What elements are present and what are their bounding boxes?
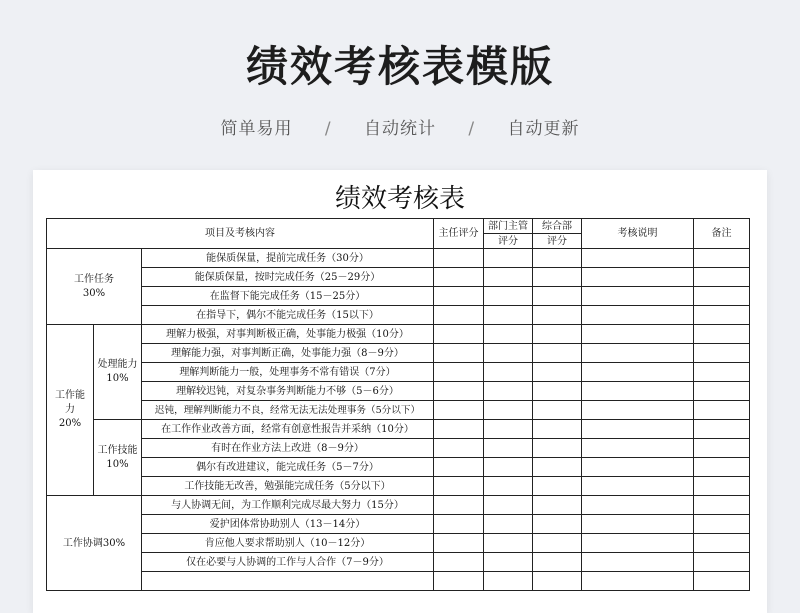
score-cell[interactable] xyxy=(434,420,484,439)
score-cell[interactable] xyxy=(484,306,533,325)
col-header-dept-head: 部门主管 xyxy=(484,219,533,234)
score-cell[interactable] xyxy=(434,496,484,515)
criterion-cell: 能保质保量，提前完成任务（30分） xyxy=(142,249,434,268)
explain-cell[interactable] xyxy=(582,287,694,306)
criterion-cell: 肯应他人要求帮助别人（10－12分） xyxy=(142,534,434,553)
table-row xyxy=(47,401,750,420)
table-row xyxy=(47,496,750,515)
score-cell[interactable] xyxy=(533,249,582,268)
score-cell[interactable] xyxy=(434,439,484,458)
explain-cell[interactable] xyxy=(582,496,694,515)
remark-cell[interactable] xyxy=(694,515,750,534)
explain-cell[interactable] xyxy=(582,477,694,496)
explain-cell[interactable] xyxy=(582,382,694,401)
table-row xyxy=(47,572,750,591)
score-cell[interactable] xyxy=(484,325,533,344)
score-cell[interactable] xyxy=(533,515,582,534)
table-row xyxy=(47,325,750,344)
remark-cell[interactable] xyxy=(694,382,750,401)
remark-cell[interactable] xyxy=(694,325,750,344)
score-cell[interactable] xyxy=(484,572,533,591)
score-cell[interactable] xyxy=(533,344,582,363)
explain-cell[interactable] xyxy=(582,325,694,344)
subgroup-label: 处理能力 xyxy=(97,359,138,370)
tag-easy: 简单易用 xyxy=(220,119,293,139)
group-label: 工作能力 xyxy=(55,390,85,415)
remark-cell[interactable] xyxy=(694,477,750,496)
group-label: 工作任务 xyxy=(74,273,114,285)
score-cell[interactable] xyxy=(533,553,582,572)
criterion-cell: 迟钝，理解判断能力不良，经常无法无法处理事务（5分以下） xyxy=(142,401,434,420)
spreadsheet-preview xyxy=(33,170,767,613)
score-cell[interactable] xyxy=(434,249,484,268)
score-cell[interactable] xyxy=(484,268,533,287)
col-header-self-score: 主任评分 xyxy=(434,219,484,249)
score-cell[interactable] xyxy=(434,534,484,553)
group-weight: 20% xyxy=(58,418,82,429)
remark-cell[interactable] xyxy=(694,344,750,363)
remark-cell[interactable] xyxy=(694,401,750,420)
criterion-cell: 在指导下，偶尔不能完成任务（15以下） xyxy=(142,306,434,325)
remark-cell[interactable] xyxy=(694,268,750,287)
tag-auto-update: 自动更新 xyxy=(507,119,580,139)
criterion-cell: 有时在作业方法上改进（8－9分） xyxy=(142,439,434,458)
group-coordination: 工作协调30% xyxy=(47,496,142,591)
remark-cell[interactable] xyxy=(694,249,750,268)
group-weight: 30% xyxy=(82,287,106,299)
score-cell[interactable] xyxy=(484,363,533,382)
criterion-cell: 理解较迟钝，对复杂事务判断能力不够（5－6分） xyxy=(142,382,434,401)
explain-cell[interactable] xyxy=(582,249,694,268)
explain-cell[interactable] xyxy=(582,553,694,572)
col-header-score: 评分 xyxy=(533,234,582,249)
criterion-cell: 仅在必要与人协调的工作与人合作（7－9分） xyxy=(142,553,434,572)
tag-separator: / xyxy=(324,119,332,139)
subgroup-weight: 10% xyxy=(106,458,129,470)
criterion-cell: 能保质保量，按时完成任务（25－29分） xyxy=(142,268,434,287)
subgroup-handling xyxy=(94,325,142,420)
col-header-general-dept: 综合部 xyxy=(533,219,582,234)
subgroup-weight: 10% xyxy=(106,373,129,384)
explain-cell[interactable] xyxy=(582,534,694,553)
score-cell[interactable] xyxy=(484,477,533,496)
remark-cell[interactable] xyxy=(694,420,750,439)
group-work-task xyxy=(47,249,142,325)
score-cell[interactable] xyxy=(434,363,484,382)
criterion-cell: 在监督下能完成任务（15－25分） xyxy=(142,287,434,306)
score-cell[interactable] xyxy=(434,325,484,344)
score-cell[interactable] xyxy=(484,458,533,477)
criterion-cell: 理解力极强，对事判断极正确，处事能力极强（10分） xyxy=(142,325,434,344)
table-row xyxy=(47,344,750,363)
col-header-remark: 备注 xyxy=(694,219,750,249)
score-cell[interactable] xyxy=(434,477,484,496)
score-cell[interactable] xyxy=(484,249,533,268)
table-row xyxy=(47,268,750,287)
criterion-cell: 理解判断能力一般，处理事务不常有错误（7分） xyxy=(142,363,434,382)
remark-cell[interactable] xyxy=(694,572,750,591)
score-cell[interactable] xyxy=(533,287,582,306)
table-row xyxy=(47,534,750,553)
table-row xyxy=(47,306,750,325)
score-cell[interactable] xyxy=(533,477,582,496)
table-row xyxy=(47,249,750,268)
feature-tags xyxy=(0,114,800,139)
remark-cell[interactable] xyxy=(694,496,750,515)
score-cell[interactable] xyxy=(484,344,533,363)
table-row xyxy=(47,458,750,477)
col-header-explain: 考核说明 xyxy=(582,219,694,249)
score-cell[interactable] xyxy=(533,458,582,477)
criterion-cell: 偶尔有改进建议，能完成任务（5－7分） xyxy=(142,458,434,477)
table-row xyxy=(47,363,750,382)
table-row xyxy=(47,515,750,534)
subgroup-label: 工作技能 xyxy=(97,444,138,456)
score-cell[interactable] xyxy=(533,439,582,458)
score-cell[interactable] xyxy=(434,268,484,287)
score-cell[interactable] xyxy=(484,420,533,439)
remark-cell[interactable] xyxy=(694,553,750,572)
explain-cell[interactable] xyxy=(582,344,694,363)
score-cell[interactable] xyxy=(434,401,484,420)
table-row xyxy=(47,382,750,401)
explain-cell[interactable] xyxy=(582,268,694,287)
page-title: 绩效考核表模版 xyxy=(245,42,554,91)
explain-cell[interactable] xyxy=(582,439,694,458)
score-cell[interactable] xyxy=(484,401,533,420)
criterion-cell: 工作技能无改善，勉强能完成任务（5分以下） xyxy=(142,477,434,496)
table-row xyxy=(47,477,750,496)
criterion-cell: 与人协调无间，为工作顺利完成尽最大努力（15分） xyxy=(142,496,434,515)
score-cell[interactable] xyxy=(434,553,484,572)
explain-cell[interactable] xyxy=(582,572,694,591)
score-cell[interactable] xyxy=(533,534,582,553)
score-cell[interactable] xyxy=(434,287,484,306)
score-cell[interactable] xyxy=(434,572,484,591)
explain-cell[interactable] xyxy=(582,363,694,382)
table-row xyxy=(47,439,750,458)
group-work-ability xyxy=(47,325,94,496)
score-cell[interactable] xyxy=(533,572,582,591)
score-cell[interactable] xyxy=(533,363,582,382)
explain-cell[interactable] xyxy=(582,458,694,477)
explain-cell[interactable] xyxy=(582,420,694,439)
score-cell[interactable] xyxy=(533,325,582,344)
score-cell[interactable] xyxy=(434,306,484,325)
table-row xyxy=(47,420,750,439)
score-cell[interactable] xyxy=(484,534,533,553)
remark-cell[interactable] xyxy=(694,534,750,553)
remark-cell[interactable] xyxy=(694,287,750,306)
score-cell[interactable] xyxy=(484,382,533,401)
remark-cell[interactable] xyxy=(694,458,750,477)
score-cell[interactable] xyxy=(533,268,582,287)
subgroup-skill xyxy=(94,420,142,496)
sheet-title: 绩效考核表 xyxy=(334,184,465,214)
explain-cell[interactable] xyxy=(582,401,694,420)
score-cell[interactable] xyxy=(484,553,533,572)
score-cell[interactable] xyxy=(533,306,582,325)
score-cell[interactable] xyxy=(434,515,484,534)
score-cell[interactable] xyxy=(533,420,582,439)
score-cell[interactable] xyxy=(484,287,533,306)
remark-cell[interactable] xyxy=(694,363,750,382)
score-cell[interactable] xyxy=(434,382,484,401)
tag-auto-stats: 自动统计 xyxy=(364,119,436,139)
score-cell[interactable] xyxy=(434,458,484,477)
explain-cell[interactable] xyxy=(582,515,694,534)
appraisal-table xyxy=(46,218,750,591)
table-row xyxy=(47,287,750,306)
criterion-cell: 爱护团体常协助别人（13－14分） xyxy=(142,515,434,534)
criterion-cell xyxy=(142,572,434,591)
score-cell[interactable] xyxy=(484,439,533,458)
remark-cell[interactable] xyxy=(694,439,750,458)
header-row xyxy=(47,219,750,234)
score-cell[interactable] xyxy=(533,401,582,420)
col-header-score: 评分 xyxy=(484,234,533,249)
score-cell[interactable] xyxy=(484,496,533,515)
score-cell[interactable] xyxy=(484,515,533,534)
remark-cell[interactable] xyxy=(694,306,750,325)
criterion-cell: 在工作作业改善方面，经常有创意性报告并采纳（10分） xyxy=(142,420,434,439)
criterion-cell: 理解能力强，对事判断正确，处事能力强（8－9分） xyxy=(142,344,434,363)
score-cell[interactable] xyxy=(434,344,484,363)
col-header-item: 项目及考核内容 xyxy=(47,219,434,249)
table-row xyxy=(47,553,750,572)
tag-separator: / xyxy=(468,119,476,139)
explain-cell[interactable] xyxy=(582,306,694,325)
score-cell[interactable] xyxy=(533,382,582,401)
score-cell[interactable] xyxy=(533,496,582,515)
